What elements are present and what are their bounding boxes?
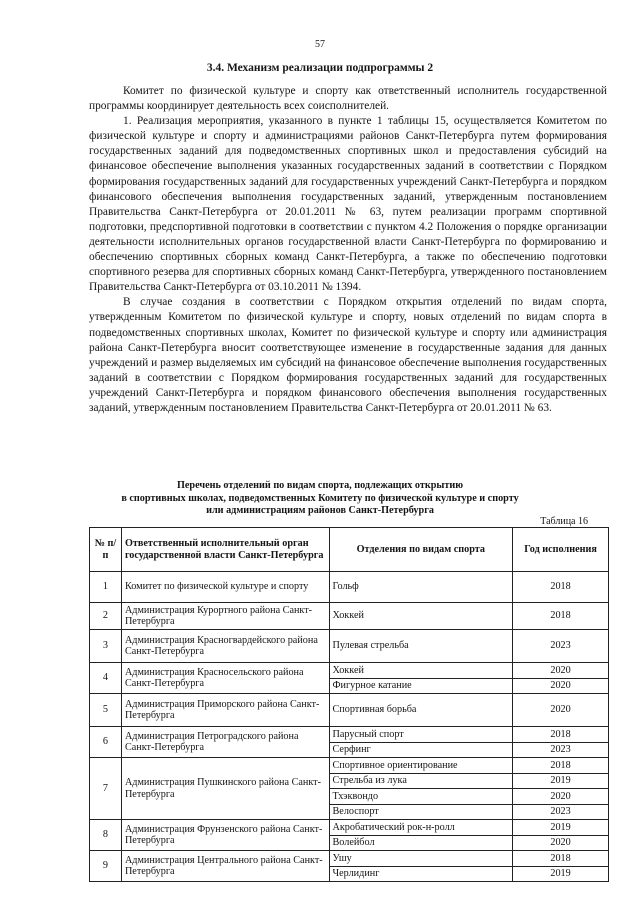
row-organization: Администрация Петроградского района Санкт-Петербурга <box>121 727 329 758</box>
row-organization: Администрация Центрального района Санкт-Петербурга <box>121 851 329 882</box>
row-number: 7 <box>90 758 122 820</box>
row-sport: Черлидинг <box>329 866 513 882</box>
row-sport: Пулевая стрельба <box>329 630 513 663</box>
table-row <box>90 727 609 743</box>
table-row <box>90 630 609 663</box>
row-sport: Стрельба из лука <box>329 773 513 789</box>
row-year: 2019 <box>513 866 609 882</box>
row-number: 3 <box>90 630 122 663</box>
row-organization: Администрация Пушкинского района Санкт-Петербурга <box>121 758 329 820</box>
row-organization: Администрация Красногвардейского района Санкт-Петербурга <box>121 630 329 663</box>
row-year: 2020 <box>513 663 609 679</box>
table-title-line-1: Перечень отделений по видам спорта, подлежащих открытию <box>176 480 464 491</box>
header-year: Год исполнения <box>513 528 609 572</box>
table-row <box>90 572 609 603</box>
row-organization: Администрация Курортного района Санкт-Петербурга <box>121 603 329 630</box>
table-label: Таблица 16 <box>540 516 588 527</box>
row-organization: Администрация Приморского района Санкт-Петербурга <box>121 694 329 727</box>
table-header-row <box>90 528 609 572</box>
row-sport: Гольф <box>329 572 513 603</box>
row-year: 2023 <box>513 630 609 663</box>
sports-departments-table <box>89 527 609 882</box>
row-sport: Спортивная борьба <box>329 694 513 727</box>
row-year: 2018 <box>513 851 609 867</box>
row-year: 2018 <box>513 758 609 774</box>
header-num: № п/п <box>90 528 122 572</box>
row-organization: Комитет по физической культуре и спорту <box>121 572 329 603</box>
row-sport: Спортивное ориентирование <box>329 758 513 774</box>
paragraph-2: 1. Реализация мероприятия, указанного в пункте 1 таблицы 15, осуществляется Комитетом по физической культуре и спорту и администрациями районов Санкт-Петербурга путем формирования государственных заданий для подведомственных спортивных школ и предоставления субсидий на финансовое обеспечение выполнения указанных государственных заданий в соответствии с Порядком формирования государственных заданий для государственных учреждений Санкт-Петербурга и порядком финансового обеспечения выполнения государственных заданий, утвержденным постановлением Правительства Санкт-Петербурга от 20.01.2011 № 63, путем реализации программ спортивной подготовки, предспортивной подготовки в соответствии с пунктом 4.2 Положения о порядке организации деятельности исполнительных органов государственной власти Санкт-Петербурга по формированию и обеспечению спортивных сборных команд Санкт-Петербурга, а также по обеспечению подготовки спортивного резерва для спортивных сборных команд Санкт-Петербурга, утвержденного постановлением Правительства Санкт-Петербурга от 03.10.2011 № 1394. <box>89 115 607 294</box>
row-sport: Акробатический рок-н-ролл <box>329 820 513 836</box>
row-sport: Волейбол <box>329 835 513 851</box>
paragraph-3: В случае создания в соответствии с Порядком открытия отделений по видам спорта, утвержденным Комитетом по физической культуре и спорту, новых отделений по видам спорта в подведомственных спортивных школах, Комитет по физической культуре и спорту или администрация района Санкт-Петербурга вносит соответствующее изменение в государственные задания для данных учреждений и размер выделяемых им субсидий на финансовое обеспечение выполнения государственных заданий в соответствии с Порядком формирования государственных заданий для государственных учреждений Санкт-Петербурга и порядком финансового обеспечения выполнения государственных заданий, утвержденным постановлением Правительства Санкт-Петербурга от 20.01.2011 № 63. <box>89 296 607 414</box>
row-number: 1 <box>90 572 122 603</box>
row-year: 2019 <box>513 820 609 836</box>
row-sport: Парусный спорт <box>329 727 513 743</box>
table-row <box>90 851 609 867</box>
row-number: 6 <box>90 727 122 758</box>
row-number: 9 <box>90 851 122 882</box>
row-year: 2020 <box>513 789 609 805</box>
table-row <box>90 603 609 630</box>
row-year: 2019 <box>513 773 609 789</box>
row-number: 2 <box>90 603 122 630</box>
row-year: 2023 <box>513 804 609 820</box>
table-title <box>0 480 640 518</box>
header-sport: Отделения по видам спорта <box>329 528 513 572</box>
row-number: 5 <box>90 694 122 727</box>
table-title-line-3: или администрациям районов Санкт-Петербурга <box>206 505 434 516</box>
row-year: 2020 <box>513 835 609 851</box>
table-row <box>90 758 609 774</box>
body-text <box>89 84 607 416</box>
table-title-line-2: в спортивных школах, подведомственных Комитету по физической культуре и спорту <box>121 492 519 504</box>
row-sport: Хоккей <box>329 663 513 679</box>
row-sport: Хоккей <box>329 603 513 630</box>
row-sport: Ушу <box>329 851 513 867</box>
section-title: 3.4. Механизм реализации подпрограммы 2 <box>206 62 434 74</box>
row-year: 2023 <box>513 742 609 758</box>
row-organization: Администрация Красносельского района Санкт-Петербурга <box>121 663 329 694</box>
page-number: 57 <box>315 39 325 50</box>
row-number: 4 <box>90 663 122 694</box>
table-row <box>90 820 609 836</box>
row-sport: Тхэквондо <box>329 789 513 805</box>
row-year: 2020 <box>513 678 609 694</box>
row-year: 2018 <box>513 727 609 743</box>
header-org: Ответственный исполнительный орган государственной власти Санкт-Петербурга <box>121 528 329 572</box>
row-sport: Серфинг <box>329 742 513 758</box>
row-year: 2020 <box>513 694 609 727</box>
row-organization: Администрация Фрунзенского района Санкт-Петербурга <box>121 820 329 851</box>
row-year: 2018 <box>513 572 609 603</box>
row-sport: Велоспорт <box>329 804 513 820</box>
row-sport: Фигурное катание <box>329 678 513 694</box>
table-row <box>90 663 609 679</box>
row-number: 8 <box>90 820 122 851</box>
table-row <box>90 694 609 727</box>
row-year: 2018 <box>513 603 609 630</box>
paragraph-1: Комитет по физической культуре и спорту как ответственный исполнитель государственной программы координирует деятельность всех соисполнителей. <box>89 85 607 113</box>
